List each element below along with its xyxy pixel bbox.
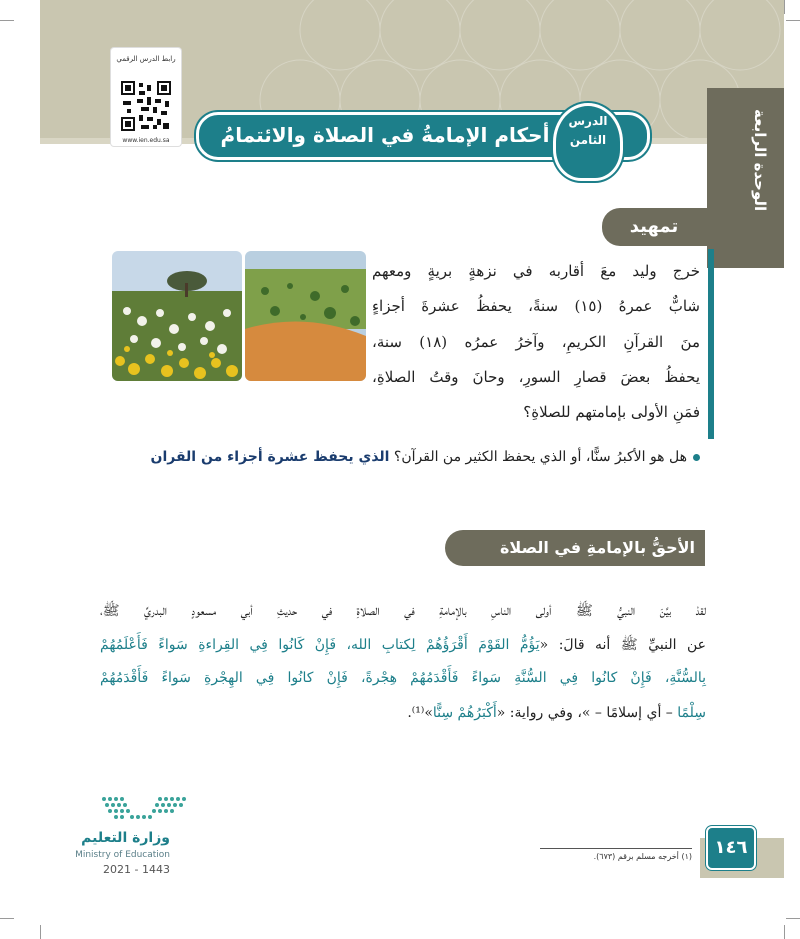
intro-accent-bar [708, 249, 714, 439]
footnote-ref: »⁽¹⁾. [407, 705, 433, 721]
desert-photo [245, 251, 366, 381]
footnote: (١) أخرجه مسلم برقم (٦٧٣). [593, 852, 692, 861]
intro-text-line: شابٌّ عمرهُ (١٥) سنةً، يحفظُ عشرةَ أجزاءٍ [372, 297, 700, 315]
crop-mark [784, 925, 785, 939]
lesson-badge-number: الثامن [569, 133, 607, 147]
crop-mark [784, 0, 785, 14]
crop-mark [786, 20, 800, 21]
section-text-line [100, 636, 706, 656]
wildflowers-photo [112, 251, 242, 381]
crop-mark [0, 20, 14, 21]
footnote-divider [540, 848, 692, 849]
ministry-logo-icon [100, 793, 188, 833]
ministry-name-ar: وزارة التعليم [81, 830, 170, 846]
qr-code-icon[interactable] [121, 81, 171, 131]
intro-heading: تمهيد [629, 216, 679, 237]
hadith-intro: عن النبيِّ ﷺ أنه قالَ: « [539, 637, 706, 653]
qr-url[interactable]: www.ien.edu.sa [122, 137, 170, 144]
unit-label: الوحدة الرابعة [751, 108, 769, 212]
qr-label: رابط الدرس الرقمي [116, 55, 176, 63]
section-heading: الأحقُّ بالإمامةِ في الصلاة [499, 538, 695, 557]
hadith-narration: – أي إسلامًا – »، وفي رواية: « [496, 705, 678, 721]
ministry-name-en: Ministry of Education [75, 850, 170, 860]
question-text: هل هو الأكبرُ سنًّا، أو الذي يحفظ الكثير من القرآن؟ [393, 449, 687, 465]
hadith-quote: أَكْبَرُهُمْ سِنًّا [432, 705, 497, 721]
bullet-icon [693, 454, 700, 461]
intro-text-line: خرج وليد معَ أقاربه في نزهةٍ بريةٍ ومعهم [372, 262, 700, 280]
intro-text-line: يحفظُ بعضَ قصارِ السورِ، وحانَ وقتُ الصلاةِ، [372, 368, 700, 386]
lesson-title: أحكام الإمامةُ في الصلاة والائتمامُ [220, 123, 550, 147]
hadith-quote: سِلْمًا [677, 705, 706, 721]
edition-year: 2021 - 1443 [103, 863, 170, 876]
crop-mark [40, 925, 41, 939]
intro-question [100, 449, 700, 465]
lesson-badge-label: الدرس [568, 114, 608, 128]
student-answer: الذي يحفظ عشرة أجزاء من القران [150, 449, 390, 465]
section-text-line [100, 705, 706, 721]
hadith-quote-line: بِالسُّنَّةِ، فَإِنْ كانُوا فِي السُّنَّةِ سَواءً فَأَقْدَمُهُمْ هِجْرةً، فَإِنْ كانُوا فِي الهِجْرةِ سَواءً فَأَقْدَمُهُمْ [100, 670, 706, 686]
crop-mark [786, 918, 800, 919]
crop-mark [0, 918, 14, 919]
page-number: ١٤٦ [714, 837, 748, 858]
intro-text-line: منَ القرآنِ الكريمِ، وآخرُ عمرُه (١٨) سنة، [372, 333, 700, 351]
section-text-line: لقدْ بيَّنَ النبيُّ ﷺ أولى الناسِ بالإمامةِ في الصلاةِ في حديثِ أبي مسعودٍ البدريِّ ﷺ، [100, 603, 706, 619]
intro-text-line: فمَنِ الأولى بإمامتهم للصلاةِ؟ [523, 403, 700, 421]
hadith-quote: يَؤُمُّ القَوْمَ أَقْرَؤُهُمْ لِكتابِ الله، فَإِنْ كَانُوا فِي القِراءةِ سَواءً فَأَعْلَمُهُمْ [100, 637, 540, 653]
